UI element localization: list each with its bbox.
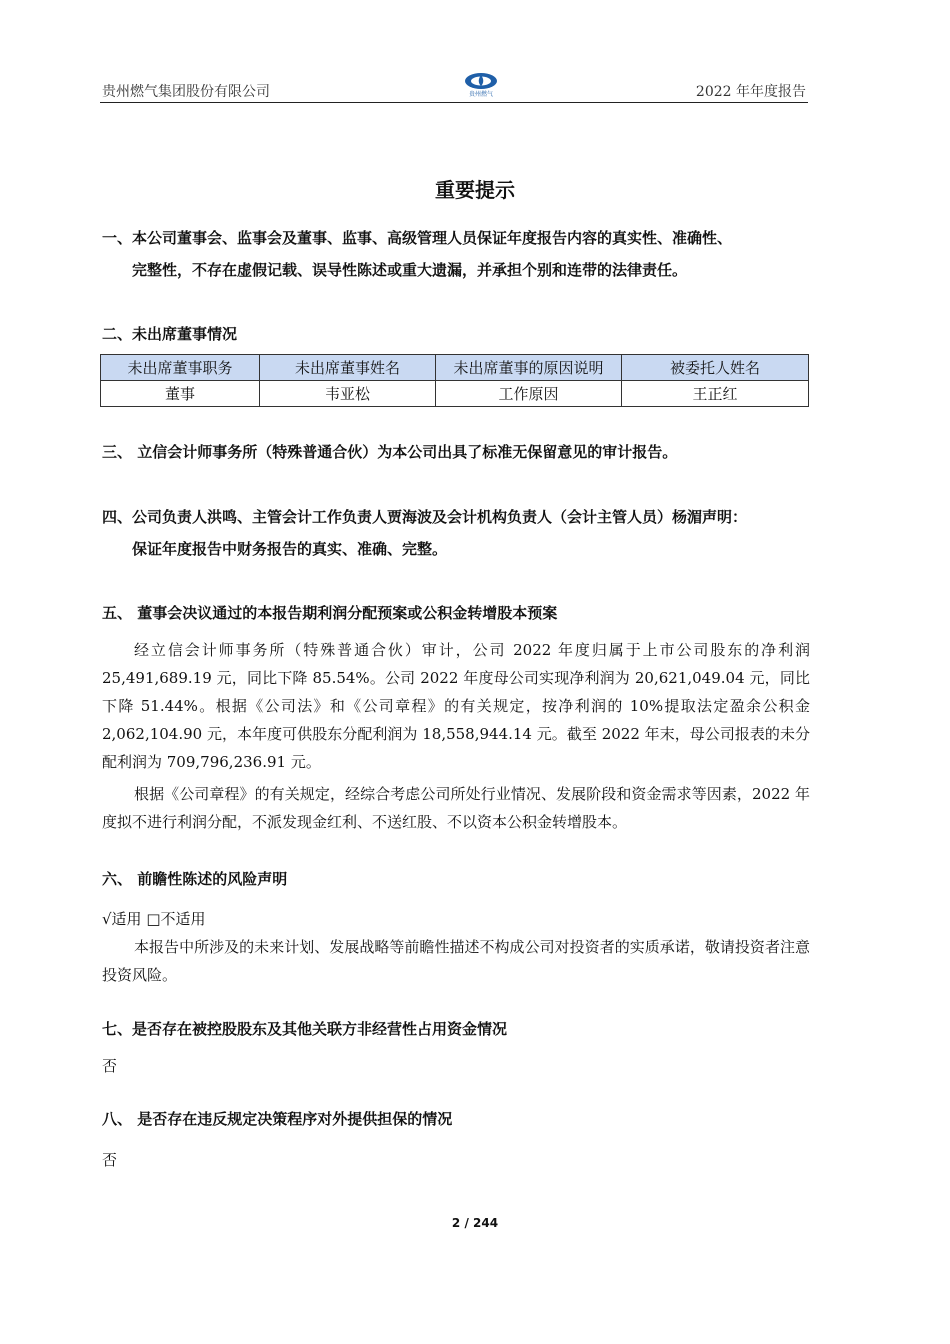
header-company: 贵州燃气集团股份有限公司 (102, 84, 270, 100)
page-header (100, 76, 808, 103)
absent-directors-table (100, 354, 809, 407)
sec1-line1: 一、本公司董事会、监事会及董事、监事、高级管理人员保证年度报告内容的真实性、准确性、 (102, 229, 733, 247)
sec2-heading: 二、未出席董事情况 (102, 325, 238, 343)
sec4-line1: 四、公司负责人洪鸣、主管会计工作负责人贾海波及会计机构负责人（会计主管人员）杨湄声明： (102, 508, 748, 526)
page-title: 重要提示 (435, 178, 515, 202)
sec5-paragraph-2: 根据《公司章程》的有关规定，经综合考虑公司所处行业情况、发展阶段和资金需求等因素，2022 年度拟不进行利润分配，不派发现金红利、不送红股、不以资本公积金转增股本。 (102, 785, 810, 831)
sec5-heading: 五、 董事会决议通过的本报告期利润分配预案或公积金转增股本预案 (102, 604, 558, 622)
sec6-paragraph: 本报告中所涉及的未来计划、发展战略等前瞻性描述不构成公司对投资者的实质承诺，敬请投资者注意投资风险。 (102, 938, 810, 984)
table-header-cell: 未出席董事姓名 (260, 355, 436, 381)
table-cell: 董事 (101, 381, 260, 407)
applicable-indicator: √适用 □不适用 (102, 910, 206, 928)
table-header-cell: 未出席董事职务 (101, 355, 260, 381)
header-report-title: 2022 年年度报告 (695, 84, 806, 100)
sec4-line2: 保证年度报告中财务报告的真实、准确、完整。 (132, 540, 448, 558)
sec7-answer: 否 (102, 1057, 118, 1075)
page-number: 2 / 244 (451, 1216, 499, 1230)
table-cell: 韦亚松 (260, 381, 436, 407)
company-logo (462, 72, 500, 98)
table-row (101, 381, 809, 407)
sec5-paragraph-1: 经立信会计师事务所（特殊普通合伙）审计，公司 2022 年度归属于上市公司股东的净利润25,491,689.19 元，同比下降 85.54%。公司 2022 年度母公司实现净利润为 20,621,049.04 元，同比下降 51.44%。根据《公司法》和《公司章程》的有关规定，按净利润的 10%提取法定盈余公积金 2,062,104.90 元，本年度可供股东分配利润为 18,558,944.14 元。截至 2022 年末，母公司报表的未分配利润为 709,796,236.91 元。 (102, 641, 810, 771)
svg-text:贵州燃气: 贵州燃气 (468, 91, 494, 98)
table-header-row (101, 355, 809, 381)
table-header-cell: 未出席董事的原因说明 (436, 355, 622, 381)
sec3-statement: 三、 立信会计师事务所（特殊普通合伙）为本公司出具了标准无保留意见的审计报告。 (102, 443, 678, 461)
sec8-heading: 八、 是否存在违反规定决策程序对外提供担保的情况 (102, 1110, 453, 1128)
table-header-cell: 被委托人姓名 (622, 355, 809, 381)
table-cell: 王正红 (622, 381, 809, 407)
sec7-heading: 七、是否存在被控股股东及其他关联方非经营性占用资金情况 (102, 1020, 508, 1038)
table-cell: 工作原因 (436, 381, 622, 407)
sec8-answer: 否 (102, 1151, 118, 1169)
sec1-line2: 完整性，不存在虚假记载、误导性陈述或重大遗漏，并承担个别和连带的法律责任。 (132, 261, 688, 279)
sec6-heading: 六、 前瞻性陈述的风险声明 (102, 870, 288, 888)
